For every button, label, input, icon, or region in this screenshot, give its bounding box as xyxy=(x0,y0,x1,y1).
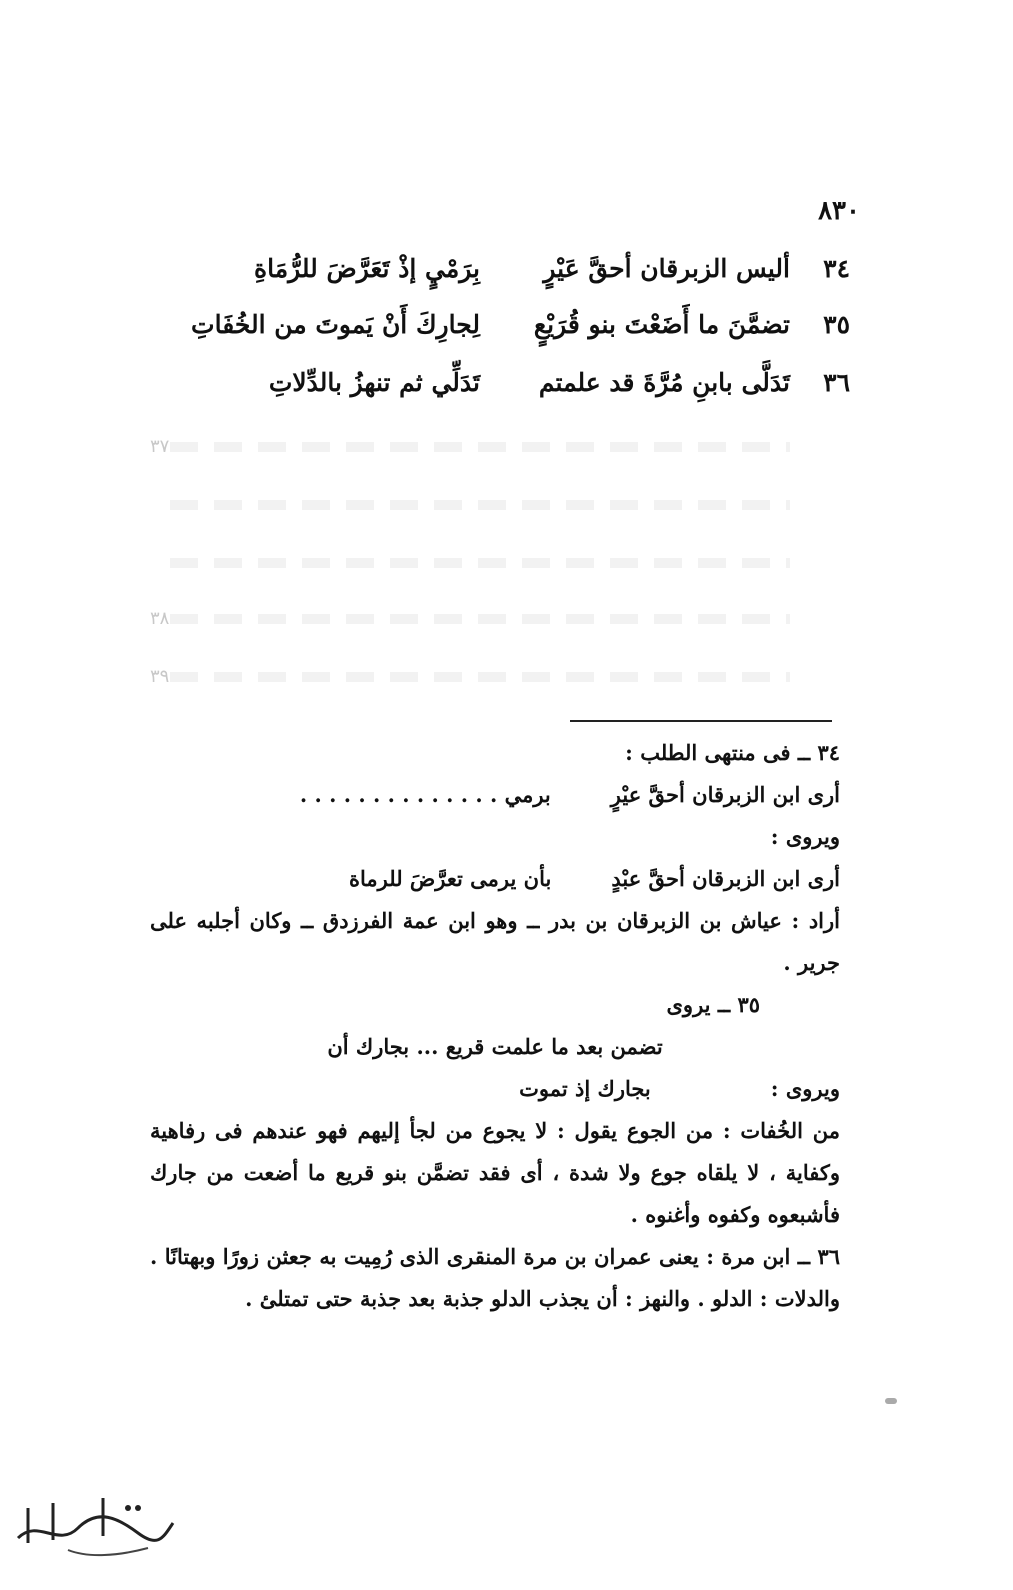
verse-35 xyxy=(150,304,850,348)
bleed-through xyxy=(170,614,790,624)
faded-line xyxy=(150,608,850,628)
verse-number: ٣٤ xyxy=(823,254,850,283)
faded-line-number: ٣٧ xyxy=(150,436,170,457)
verse-number: ٣٦ xyxy=(823,368,850,397)
verse-first-hemistich: أليس الزبرقان أحقَّ عَيْرٍ xyxy=(543,254,790,283)
variant-second-hemistich: برمي . . . . . . . . . . . . . . xyxy=(299,782,551,807)
variant-second-hemistich: بأن يرمى تعرَّضَ للرماة xyxy=(349,866,552,891)
variant-first-hemistich: أرى ابن الزبرقان أحقَّ عيْرٍ xyxy=(610,782,840,807)
note-34-variant-2 xyxy=(150,858,840,900)
bleed-through xyxy=(170,558,790,568)
faded-line xyxy=(150,552,850,572)
ink-speck xyxy=(885,1398,897,1404)
note-34-head: ٣٤ ــ فى منتهى الطلب : xyxy=(625,740,840,765)
note-35-explanation: من الخُفات : من الجوع يقول : لا يجوع من لجأ إليهم فهو عندهم فى رفاهية وكفاية ، لا يلقاه جوع ولا شدة ، أى فقد تضمَّن بنو قريع ما أضعت من جارك فأشبعوه وكفوه وأغنوه . xyxy=(150,1118,840,1227)
verse-first-hemistich: تضمَّنَ ما أَضَعْتَ بنو قُرَيْعٍ xyxy=(533,310,790,339)
note-34-explanation: أراد : عياش بن الزبرقان بن بدر ــ وهو ابن عمة الفرزدق ــ وكان أجلبه على جرير . xyxy=(150,908,840,975)
note-35-variant-2 xyxy=(150,1068,840,1110)
verse-36 xyxy=(150,362,850,406)
page-number: ٨٣٠ xyxy=(818,196,860,226)
note-34-variant-1 xyxy=(150,774,840,816)
faded-line-number: ٣٨ xyxy=(150,608,170,629)
bleed-through xyxy=(170,442,790,452)
verse-second-hemistich: لِجارِكَ أَنْ يَموتَ من الخُفَاتِ xyxy=(191,310,480,339)
variant-text: بجارك إذ تموت xyxy=(519,1076,651,1101)
note-36: ٣٦ ــ ابن مرة : يعنى عمران بن مرة المنقرى الذى رُمِيت به جعثن زورًا وبهتانًا . والدلات : الدلو . والنهز : أن يجذب الدلو جذبة بعد جذبة حتى تمتلئ . xyxy=(150,1244,840,1311)
verse-number: ٣٥ xyxy=(823,310,850,339)
variant-first-hemistich: أرى ابن الزبرقان أحقَّ عبْدٍ xyxy=(611,866,840,891)
library-stamp-logo xyxy=(8,1478,178,1573)
bleed-through xyxy=(170,500,790,510)
verse-first-hemistich: تَدَلَّى بابنِ مُرَّةَ قد علمتم xyxy=(538,368,790,397)
note-35-head: ٣٥ ــ يروى xyxy=(666,992,760,1017)
footnotes xyxy=(150,732,840,1320)
bleed-through xyxy=(170,672,790,682)
verse-second-hemistich: تَدَلِّي ثم تنهزُ بالدِّلاتِ xyxy=(268,368,480,397)
note-35-wayurwa: ويروى : xyxy=(770,1076,840,1101)
footnote-separator xyxy=(570,720,832,722)
faded-line xyxy=(150,436,850,456)
verse-34 xyxy=(150,248,850,292)
note-34-wayurwa: ويروى : xyxy=(770,824,840,849)
faded-line xyxy=(150,494,850,514)
verse-second-hemistich: بِرَمْيٍ إذْ تَعَرَّضَ للرُّمَاةِ xyxy=(253,254,480,283)
faded-line xyxy=(150,666,850,686)
note-35-variant-1: تضمن بعد ما علمت قريع ... بجارك أن xyxy=(327,1034,663,1059)
faded-line-number: ٣٩ xyxy=(150,666,170,687)
